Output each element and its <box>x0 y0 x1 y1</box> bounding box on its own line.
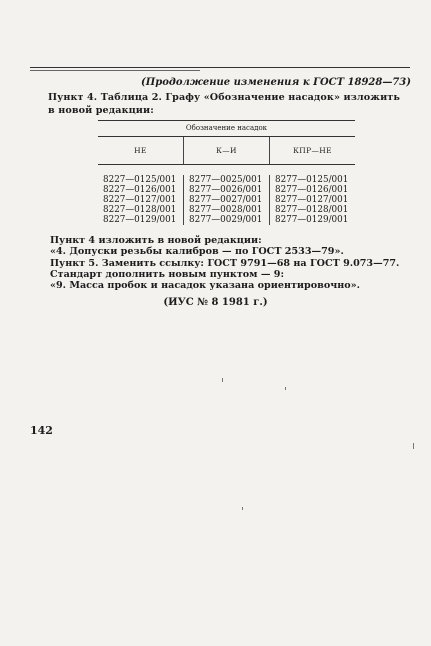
table-cell: 8277—0029/001 <box>189 215 263 225</box>
change-text-block <box>50 235 420 291</box>
scan-speck <box>222 378 223 382</box>
continuation-header: (Продолжение изменения к ГОСТ 18928—73) <box>141 77 411 88</box>
table-cell: 8277—0126/001 <box>275 185 349 195</box>
text-line: Пункт 4 изложить в новой редакции: <box>50 235 262 246</box>
table-group-header: Обозначение насадок <box>98 121 355 137</box>
designation-table <box>98 120 355 225</box>
table-cell: 8227—0128/001 <box>103 205 177 215</box>
table-cell: 8227—0126/001 <box>103 185 177 195</box>
paragraph-table-change: Пункт 4. Таблица 2. Графу «Обозначение насадок» изложить в новой редакции: <box>48 92 400 116</box>
table-body <box>98 165 355 225</box>
table-column-ne <box>98 175 183 225</box>
table-column-kpr-ne <box>269 175 355 225</box>
scan-speck <box>242 507 243 510</box>
table-cell: 8277—0127/001 <box>275 195 349 205</box>
table-column-headers <box>98 137 355 165</box>
ius-reference: (ИУС № 8 1981 г.) <box>163 297 268 308</box>
column-header-kpr-ne: КПР—НЕ <box>269 137 355 164</box>
table-cell: 8277—0028/001 <box>189 205 263 215</box>
table-cell: 8277—0129/001 <box>275 215 349 225</box>
table-cell: 8277—0128/001 <box>275 205 349 215</box>
table-column-k-i <box>183 175 269 225</box>
table-cell: 8277—0025/001 <box>189 175 263 185</box>
column-header-ne: НЕ <box>134 146 147 155</box>
table-cell: 8277—0125/001 <box>275 175 349 185</box>
table-cell: 8277—0026/001 <box>189 185 263 195</box>
column-header-k-i: К—И <box>183 137 269 164</box>
table-cell: 8227—0125/001 <box>103 175 177 185</box>
text-line: «4. Допуски резьбы калибров — по ГОСТ 2533—79». <box>50 246 344 258</box>
scan-speck <box>285 387 286 390</box>
table-cell: 8227—0127/001 <box>103 195 177 205</box>
text-line: Пункт 5. Заменить ссылку: ГОСТ 9791—68 на ГОСТ 9.073—77. <box>50 257 400 269</box>
page-number: 142 <box>30 424 53 437</box>
text-line: Стандарт дополнить новым пунктом — 9: <box>50 268 284 280</box>
header-rule <box>30 67 410 68</box>
text-line: «9. Масса пробок и насадок указана ориентировочно». <box>50 280 360 292</box>
scan-speck <box>413 443 414 449</box>
table-cell: 8227—0129/001 <box>103 215 177 225</box>
header-rule-secondary <box>30 70 200 71</box>
table-cell: 8277—0027/001 <box>189 195 263 205</box>
